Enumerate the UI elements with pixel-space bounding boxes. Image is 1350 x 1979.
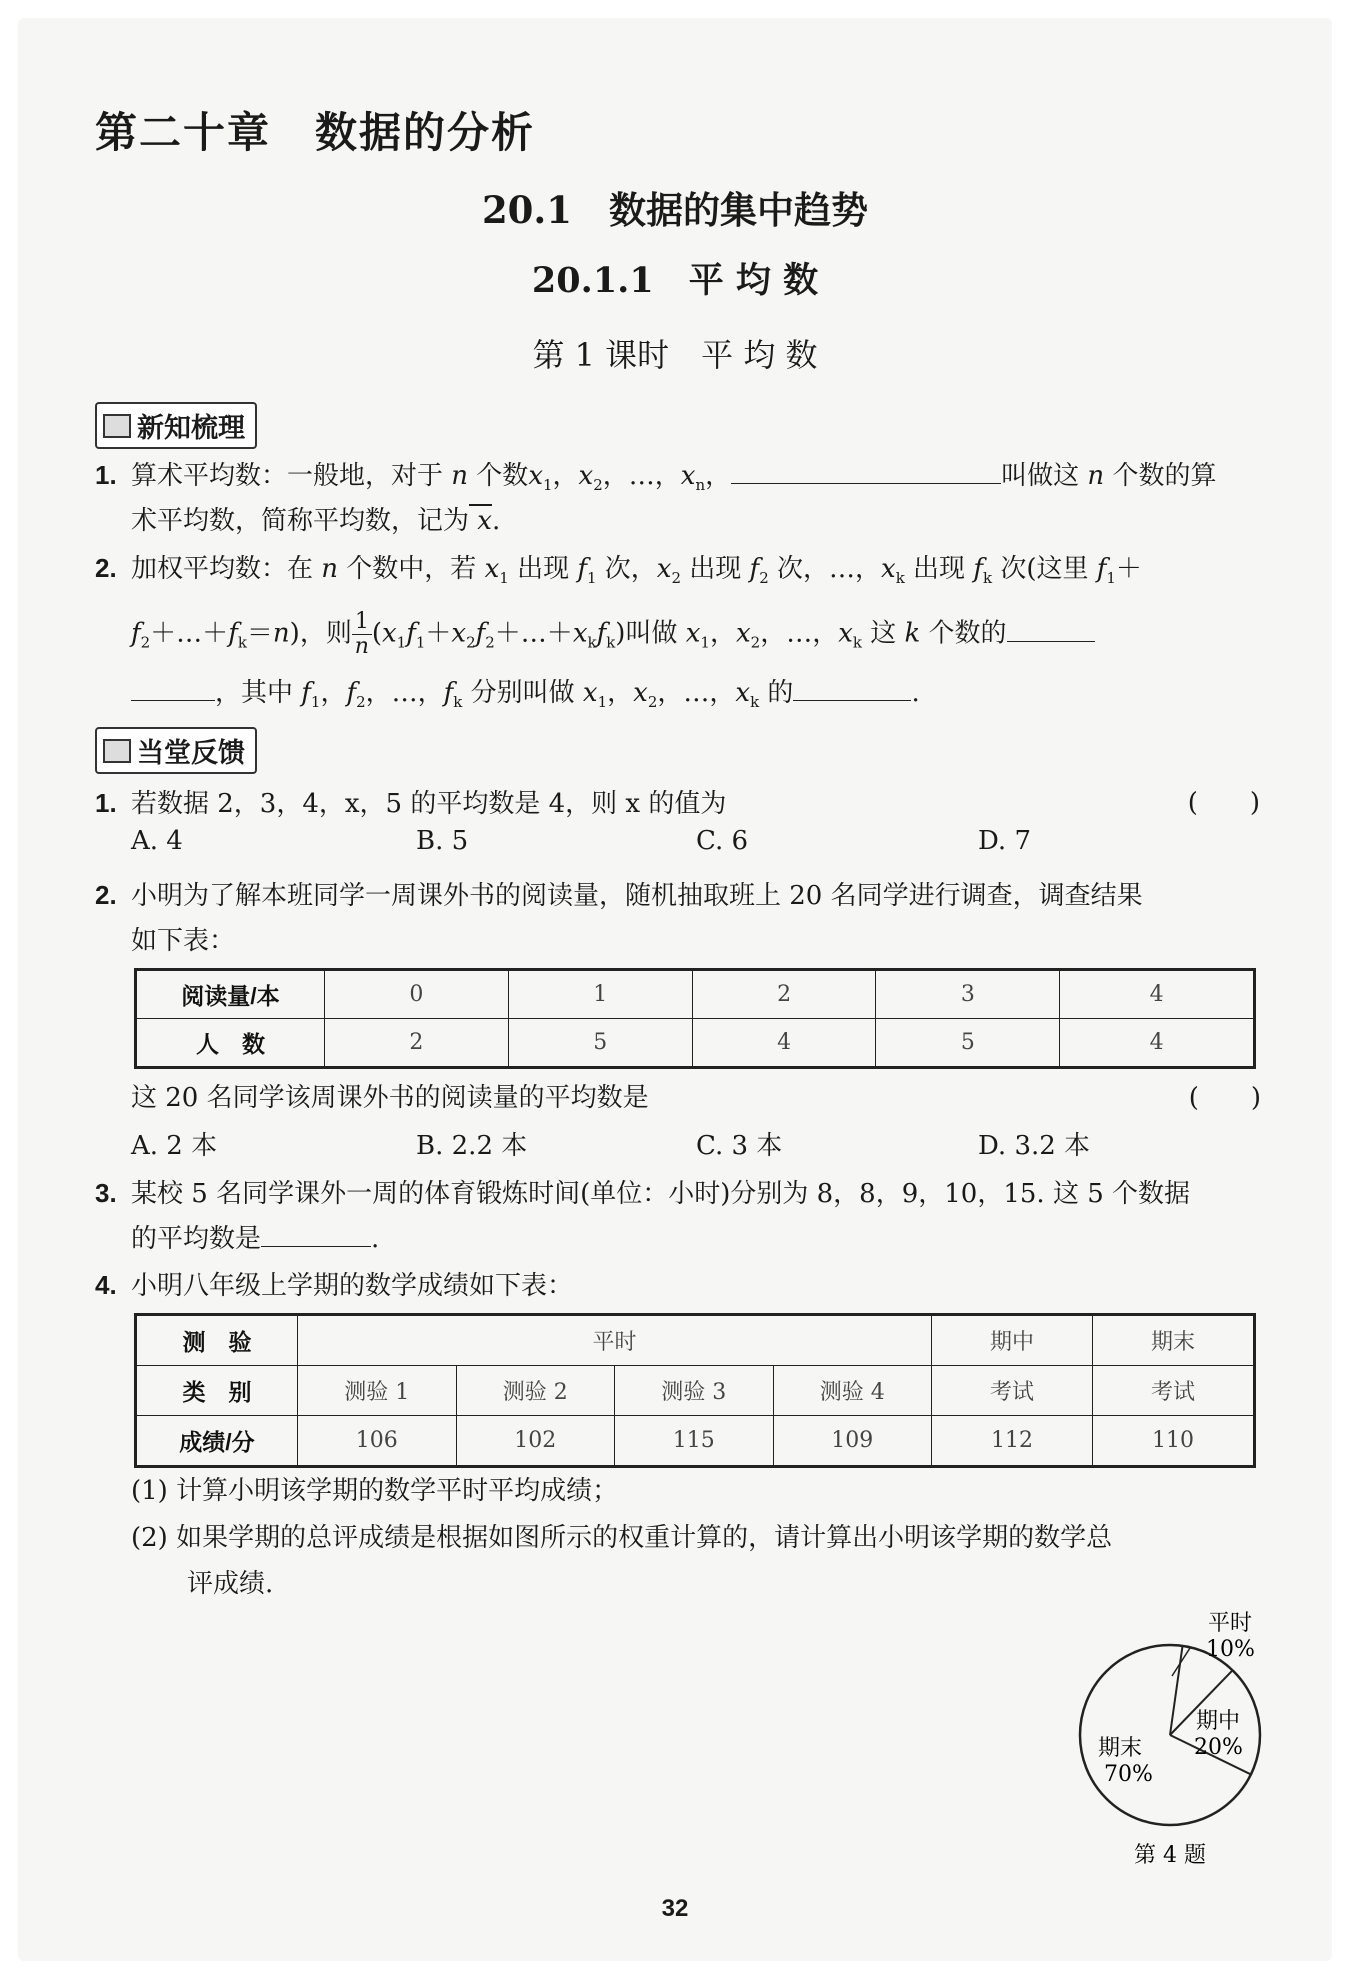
feedback-q4-sub2-line1: (2) 如果学期的总评成绩是根据如图所示的权重计算的，请计算出小明该学期的数学总 <box>131 1523 1113 1553</box>
answer-paren[interactable]: ( ) <box>1188 1083 1261 1113</box>
lesson-title: 第 1 课时 平 均 数 <box>532 336 818 374</box>
option-a[interactable]: A. 2 本 <box>131 1131 218 1161</box>
book-icon <box>103 414 131 438</box>
table-cell: 5 <box>508 1019 692 1068</box>
option-d[interactable]: D. 7 <box>978 826 1031 856</box>
slice-pct-midterm: 20% <box>1194 1735 1243 1760</box>
chart-caption: 第 4 题 <box>1134 1843 1206 1868</box>
table-header-cell: 期末 <box>1093 1315 1255 1366</box>
table-cell: 3 <box>876 970 1060 1019</box>
table-cell: 109 <box>773 1416 932 1467</box>
table-header-cell: 测 验 <box>136 1315 298 1366</box>
slice-pct-final: 70% <box>1104 1762 1153 1787</box>
table-cell: 1 <box>508 970 692 1019</box>
feedback-q4-sub1: (1) 计算小明该学期的数学平时平均成绩； <box>131 1476 619 1506</box>
feedback-q2-line1: 2. 小明为了解本班同学一周课外书的阅读量，随机抽取班上 20 名同学进行调查，调查结果 <box>95 880 1143 911</box>
knowledge-q2-line3: ，其中 $f_1$，$f_2$，…，$f_k$ 分别叫做 $x_1$，$x_2$，…，$x_k$ 的 . <box>131 670 920 725</box>
new-knowledge-tag-label: 新知梳理 <box>137 413 245 444</box>
feedback-q3-line1: 3. 某校 5 名同学课外一周的体育锻炼时间(单位：小时)分别为 8，8，9，10，15. 这 5 个数据 <box>95 1178 1191 1209</box>
table-row <box>136 1416 1255 1467</box>
table-cell: 测验 1 <box>298 1366 457 1416</box>
subsection-title: 20.1.1 平 均 数 <box>531 260 819 301</box>
feedback-q3-line2: 的平均数是 . <box>131 1216 379 1262</box>
weight-pie-chart <box>1060 1600 1280 1870</box>
section-title: 20.1 数据的集中趋势 <box>481 188 869 232</box>
table-header-cell: 阅读量/本 <box>136 970 325 1019</box>
feedback-tag <box>95 727 257 774</box>
score-table <box>134 1313 1256 1468</box>
table-header-cell: 平时 <box>298 1315 932 1366</box>
option-b[interactable]: B. 2.2 本 <box>416 1131 528 1161</box>
table-cell: 106 <box>298 1416 457 1467</box>
answer-paren[interactable]: ( ) <box>1187 788 1260 818</box>
table-cell: 测验 4 <box>773 1366 932 1416</box>
table-cell: 测验 3 <box>615 1366 774 1416</box>
knowledge-q1-line2: 术平均数，简称平均数，记为 x. <box>131 506 501 536</box>
slice-pct-ordinary: 10% <box>1206 1637 1255 1662</box>
feedback-q4-sub2-line2: 评成绩. <box>187 1569 274 1599</box>
feedback-tag-label: 当堂反馈 <box>137 738 245 769</box>
option-c[interactable]: C. 6 <box>696 826 749 856</box>
slice-label-midterm: 期中 <box>1196 1709 1241 1734</box>
answer-blank[interactable] <box>793 674 911 701</box>
feedback-q2-line2: 如下表： <box>131 926 236 956</box>
table-row <box>136 1366 1255 1416</box>
answer-blank[interactable] <box>261 1220 371 1247</box>
knowledge-q2-line1: 2. 加权平均数：在 n 个数中，若 $x_1$ 出现 $f_1$ 次，$x_2$ 出现 $f_2$ 次，…，$x_k$ 出现 $f_k$ 次(这里 $f_1+$ <box>95 553 1142 588</box>
table-cell: 4 <box>692 1019 876 1068</box>
table-cell: 4 <box>1060 1019 1255 1068</box>
knowledge-q1-line1: 1. 算术平均数：一般地，对于 n 个数$x_1$，$x_2$，…，$x_n$， 叫做这 n 个数的算 <box>95 452 1260 508</box>
table-header-cell: 期中 <box>932 1315 1093 1366</box>
option-d[interactable]: D. 3.2 本 <box>978 1131 1091 1161</box>
pie-slice-boundary-ordinary-start <box>1170 1646 1183 1735</box>
option-a[interactable]: A. 4 <box>131 826 183 856</box>
reading-table <box>134 968 1256 1069</box>
table-cell: 102 <box>456 1416 615 1467</box>
table-cell: 110 <box>1093 1416 1255 1467</box>
table-cell: 2 <box>692 970 876 1019</box>
table-row <box>136 970 1255 1019</box>
feedback-q2-options <box>131 1125 1261 1165</box>
feedback-q4-line: 4. 小明八年级上学期的数学成绩如下表： <box>95 1270 574 1301</box>
new-knowledge-tag <box>95 402 257 449</box>
chapter-title: 第二十章 数据的分析 <box>95 108 536 157</box>
table-header-cell: 人 数 <box>136 1019 325 1068</box>
option-b[interactable]: B. 5 <box>416 826 469 856</box>
feedback-q2-question: 这 20 名同学该周课外书的阅读量的平均数是 ( ) <box>131 1075 1261 1121</box>
slice-label-final: 期末 <box>1098 1736 1143 1761</box>
table-cell: 测验 2 <box>456 1366 615 1416</box>
table-cell: 0 <box>325 970 509 1019</box>
slice-label-ordinary: 平时 <box>1208 1611 1253 1636</box>
pencil-icon <box>103 739 131 763</box>
one-over-n-fraction: $\frac{1}{n}$ <box>352 610 372 659</box>
feedback-q1-options <box>131 826 1261 866</box>
table-row <box>136 1315 1255 1366</box>
option-c[interactable]: C. 3 本 <box>696 1131 783 1161</box>
feedback-q1: 1. 若数据 2，3，4，x，5 的平均数是 4，则 x 的值为 ( ) <box>95 780 1260 827</box>
table-cell: 4 <box>1060 970 1255 1019</box>
table-cell: 115 <box>615 1416 774 1467</box>
table-header-cell: 类 别 <box>136 1366 298 1416</box>
table-cell: 考试 <box>932 1366 1093 1416</box>
table-header-cell: 成绩/分 <box>136 1416 298 1467</box>
answer-blank[interactable] <box>131 674 215 701</box>
answer-blank[interactable] <box>731 457 1001 484</box>
table-row <box>136 1019 1255 1068</box>
table-cell: 5 <box>876 1019 1060 1068</box>
knowledge-q2-line2: $f_2+\dots+f_k=n$)，则 $\frac{1}{n}$ $(x_1f_1+x_2f_2+\dots+x_kf_k)$叫做 $x_1$，$x_2$，…，$x_k$ 这 k 个数的 <box>131 610 1095 666</box>
table-cell: 2 <box>325 1019 509 1068</box>
table-cell: 考试 <box>1093 1366 1255 1416</box>
page-number: 32 <box>661 1895 689 1922</box>
table-cell: 112 <box>932 1416 1093 1467</box>
answer-blank[interactable] <box>1007 615 1095 642</box>
